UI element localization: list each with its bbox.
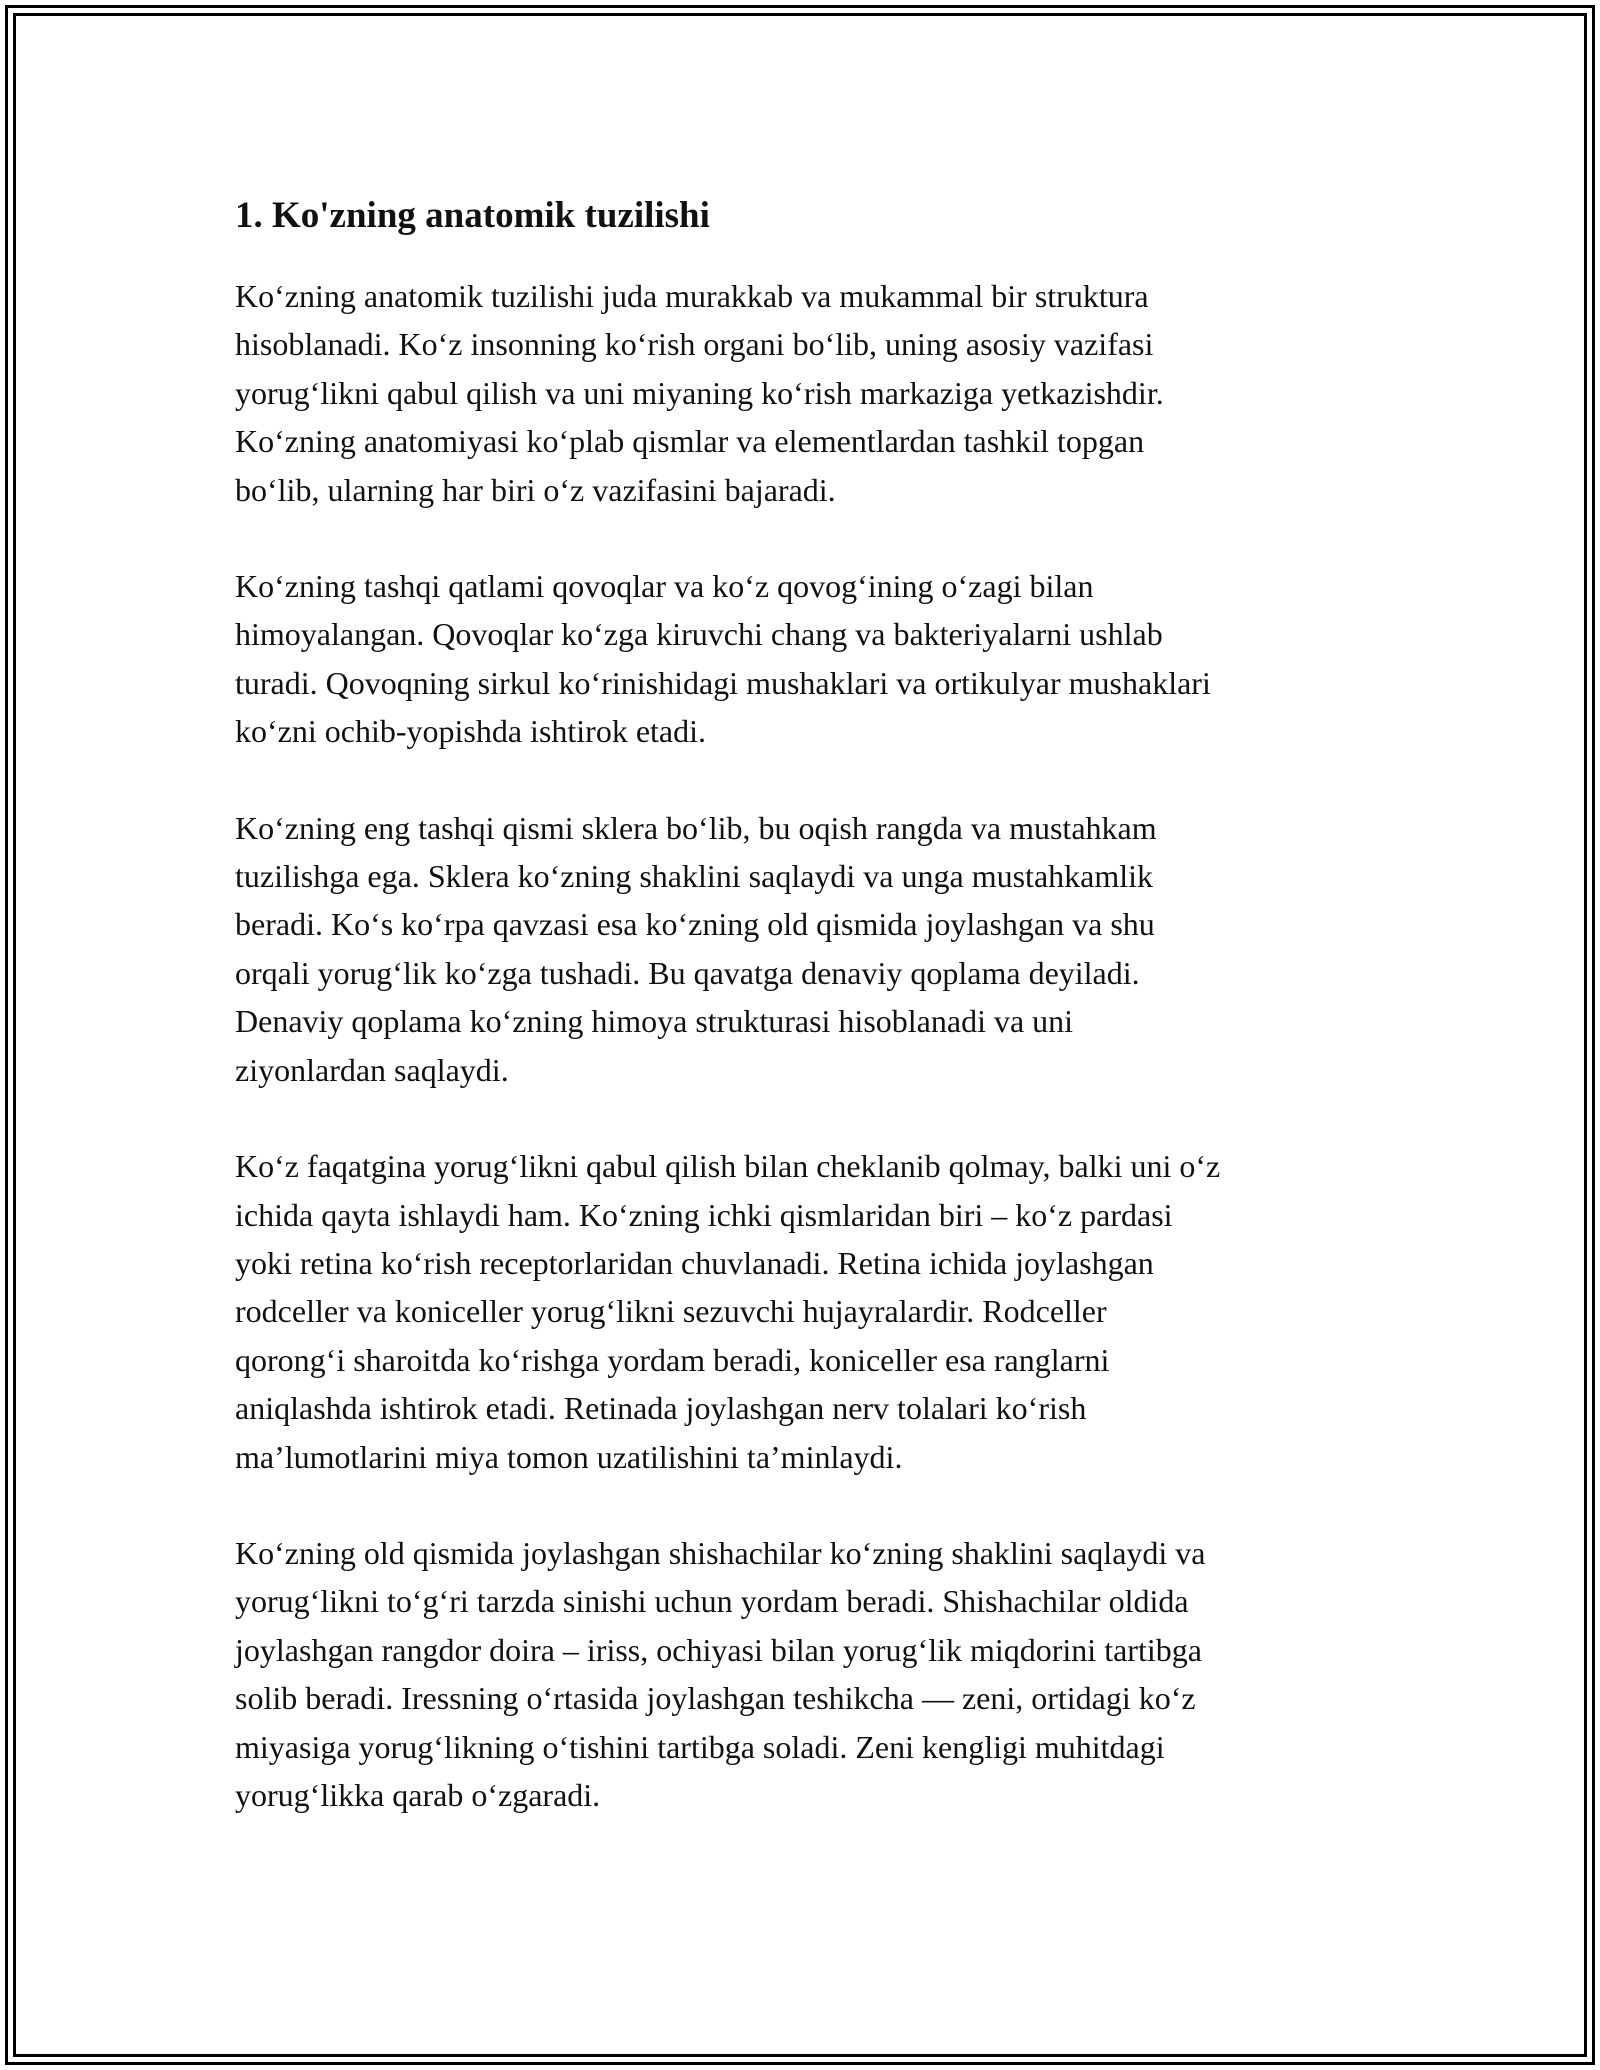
document-body <box>235 188 1395 1867</box>
section-heading: 1. Ko'zning anatomik tuzilishi <box>235 195 710 236</box>
paragraph-outer-layer: Ko‘zning tashqi qatlami qovoqlar va ko‘z qovog‘ining o‘zagi bilan himoyalangan. Qovoqlar ko‘zga kiruvchi chang va bakteriyalarni ushlab turadi. Qovoqning sirkul ko‘rinishidagi mushaklari va ortikulyar mushaklari ko‘zni ochib-yopishda ishtirok etadi. <box>235 568 1211 750</box>
paragraph-intro: Ko‘zning anatomik tuzilishi juda murakkab va mukammal bir struktura hisoblanadi. Ko‘z insonning ko‘rish organi bo‘lib, uning asosiy vazifasi yorug‘likni qabul qilish va uni miyaning ko‘rish markaziga yetkazishdir. Ko‘zning anatomiyasi ko‘plab qismlar va elementlardan tashkil topgan bo‘lib, ularning har biri o‘z vazifasini bajaradi. <box>235 278 1164 508</box>
paragraph-retina: Ko‘z faqatgina yorug‘likni qabul qilish bilan cheklanib qolmay, balki uni o‘z ichida qayta ishlaydi ham. Ko‘zning ichki qismlaridan biri – ko‘z pardasi yoki retina ko‘rish receptorlaridan chuvlanadi. Retina ichida joylashgan rodceller va koniceller yorug‘likni sezuvchi hujayralardir. Rodceller qorong‘i sharoitda ko‘rishga yordam beradi, koniceller esa ranglarni aniqlashda ishtirok etadi. Retinada joylashgan nerv tolalari ko‘rish ma’lumotlarini miya tomon uzatilishini ta’minlaydi. <box>235 1148 1221 1475</box>
paragraph-iris: Ko‘zning old qismida joylashgan shishachilar ko‘zning shaklini saqlaydi va yorug‘likni to‘g‘ri tarzda sinishi uchun yordam beradi. Shishachilar oldida joylashgan rangdor doira – iriss, ochiyasi bilan yorug‘lik miqdorini tartibga solib beradi. Iressning o‘rtasida joylashgan teshikcha — zeni, ortidagi ko‘z miyasiga yorug‘likning o‘tishini tartibga soladi. Zeni kengligi muhitdagi yorug‘likka qarab o‘zgaradi. <box>235 1534 1206 1813</box>
paragraph-sclera: Ko‘zning eng tashqi qismi sklera bo‘lib, bu oqish rangda va mustahkam tuzilishga ega. Sklera ko‘zning shaklini saqlaydi va unga mustahkamlik beradi. Ko‘s ko‘rpa qavzasi esa ko‘zning old qismida joylashgan va shu orqali yorug‘lik ko‘zga tushadi. Bu qavatga denaviy qoplama deyiladi. Denaviy qoplama ko‘zning himoya strukturasi hisoblanadi va uni ziyonlardan saqlaydi. <box>235 809 1157 1088</box>
